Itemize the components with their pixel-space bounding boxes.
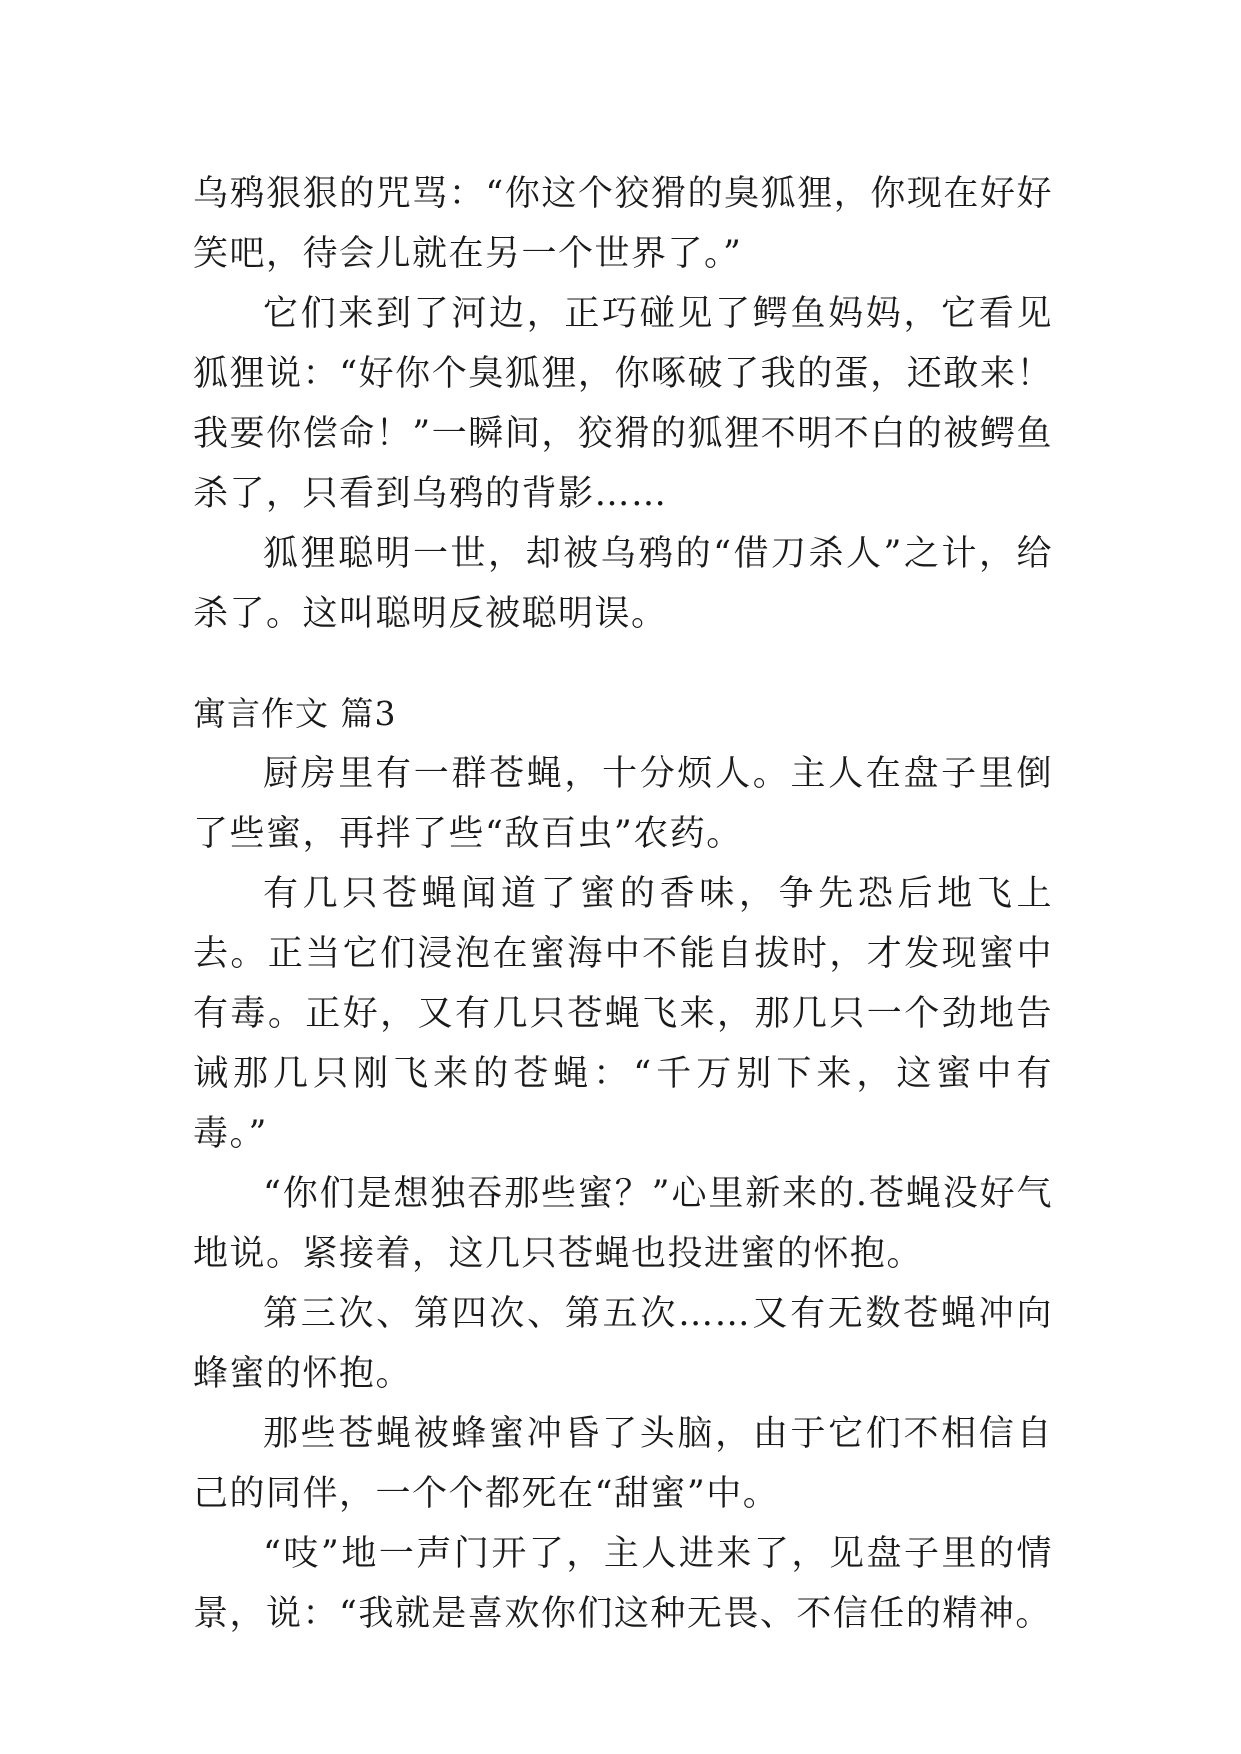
paragraph: 乌鸦狠狠的咒骂：“你这个狡猾的臭狐狸，你现在好好笑吧，待会儿就在另一个世界了。”: [193, 174, 1053, 274]
paragraph: 有几只苍蝇闻道了蜜的香味，争先恐后地飞上去。正当它们浸泡在蜜海中不能自拔时，才发现蜜中有毒。正好，又有几只苍蝇飞来，那几只一个劲地告诫那几只刚飞来的苍蝇：“千万别下来，这蜜中有毒。”: [193, 874, 1053, 1154]
paragraph: “你们是想独吞那些蜜？”心里新来的.苍蝇没好气地说。紧接着，这几只苍蝇也投进蜜的怀抱。: [193, 1174, 1053, 1274]
document-page: [193, 164, 1053, 1644]
section-spacer: [193, 644, 1053, 684]
section-title: 寓言作文 篇3: [193, 694, 397, 733]
paragraph: 厨房里有一群苍蝇，十分烦人。主人在盘子里倒了些蜜，再拌了些“敌百虫”农药。: [193, 754, 1053, 854]
paragraph: 它们来到了河边，正巧碰见了鳄鱼妈妈，它看见狐狸说：“好你个臭狐狸，你啄破了我的蛋，还敢来！我要你偿命！”一瞬间，狡猾的狐狸不明不白的被鳄鱼杀了，只看到乌鸦的背影……: [193, 294, 1053, 514]
paragraph: 第三次、第四次、第五次……又有无数苍蝇冲向蜂蜜的怀抱。: [193, 1294, 1053, 1394]
paragraph: 狐狸聪明一世，却被乌鸦的“借刀杀人”之计，给杀了。这叫聪明反被聪明误。: [193, 534, 1053, 634]
paragraph: 那些苍蝇被蜂蜜冲昏了头脑，由于它们不相信自己的同伴，一个个都死在“甜蜜”中。: [193, 1414, 1053, 1514]
paragraph: “吱”地一声门开了，主人进来了，见盘子里的情景，说：“我就是喜欢你们这种无畏、不信任的精神。: [193, 1534, 1053, 1634]
